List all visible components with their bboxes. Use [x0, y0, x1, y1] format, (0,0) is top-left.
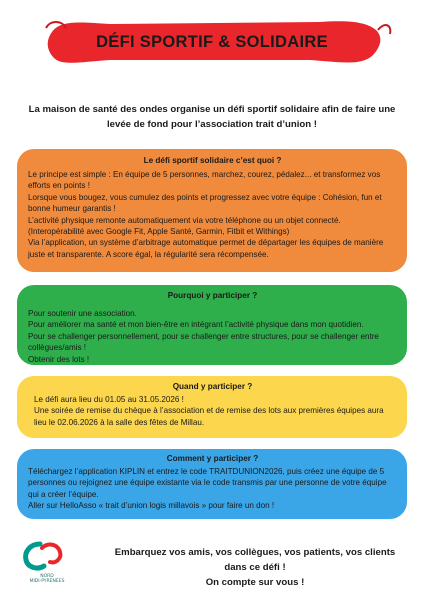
logo-mark-icon	[12, 538, 82, 574]
logo-text-line1: NORD	[40, 574, 54, 579]
page-title: DÉFI SPORTIF & SOLIDAIRE	[96, 33, 328, 51]
card-paragraph: Pour se challenger personnellement, pour se challenger entre structures, pour se challenger entre collègues/amis !	[28, 331, 379, 353]
logo-text-line2: MIDI-PYRÉNÉES	[29, 579, 65, 584]
intro-text: La maison de santé des ondes organise un défi sportif solidaire afin de faire une levée de fond pour l’association trait d’union !	[28, 104, 396, 130]
card-paragraph: Le défi aura lieu du 01.05 au 31.05.2026 !	[34, 395, 184, 404]
card-when-participate	[17, 376, 407, 438]
card-paragraph: Téléchargez l’application KIPLIN et entrez le code TRAITDUNION2026, puis créez une équipe de 5 personnes ou rejoignez une équipe existante via le code transmis par une personne de votre équipe qui a créer l’équipe.	[28, 467, 387, 499]
card-paragraph: Le principe est simple : En équipe de 5 personnes, marchez, courez, pédalez... et transformez vos efforts en points !	[28, 170, 381, 191]
footer-line2: On compte sur vous !	[205, 577, 305, 588]
card-paragraph: Une soirée de remise du chèque à l’association et de remise des lots aux premières équipes aura lieu le 02.06.2026 à la salle des fêtes de Millau.	[34, 406, 384, 427]
card-title: Le défi sportif solidaire c’est quoi ?	[143, 156, 282, 165]
card-title: Comment y participer ?	[166, 454, 259, 463]
card-title: Quand y participer ?	[172, 382, 253, 391]
card-title: Pourquoi y participer ?	[167, 291, 258, 300]
card-paragraph: Pour soutenir une association.	[28, 309, 137, 318]
card-paragraph: Lorsque vous bougez, vous cumulez des points et progressez avec votre équipe : Cohésion, fun et bonne humeur garantis !	[28, 192, 382, 214]
card-why-participate	[17, 285, 407, 365]
card-what-is-it	[17, 149, 407, 272]
card-paragraph: Obtenir des lots !	[28, 354, 90, 364]
card-how-participate	[17, 449, 407, 519]
footer-message	[110, 545, 400, 590]
card-paragraph: Pour améliorer ma santé et mon bien-être en intégrant l’activité physique dans mon quotidien.	[28, 320, 364, 330]
card-paragraph: L’activité physique remonte automatiquement via votre téléphone ou un objet connecté. (Interopérabilité avec Google Fit, Apple Santé, Garmin, Fitbit et Withings)	[28, 215, 341, 237]
credit-agricole-logo	[12, 538, 82, 588]
footer-line1: Embarquez vos amis, vos collègues, vos patients, vos clients dans ce défi !	[114, 547, 396, 573]
card-paragraph: Via l’application, un système d’arbitrage automatique permet de départager les équipes de manière juste et transparente. A score égal, la régularité sera récompensée.	[28, 238, 384, 259]
card-paragraph: Aller sur HelloAsso « trait d’union logis millavois » pour faire un don !	[28, 501, 275, 511]
